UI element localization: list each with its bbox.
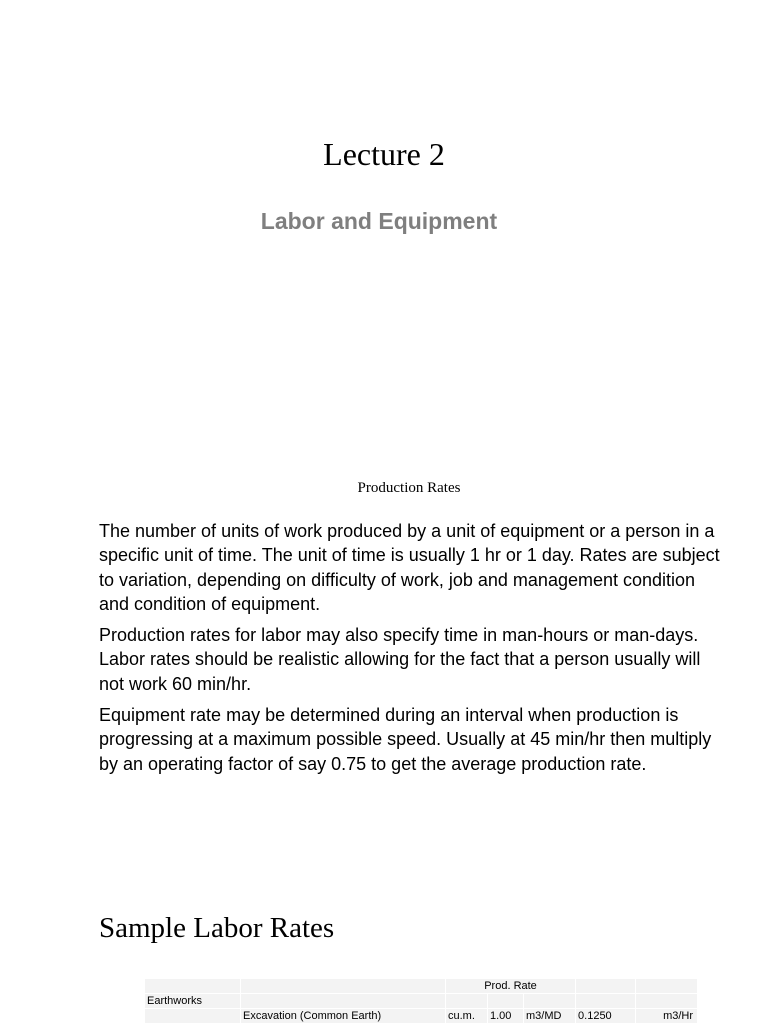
table-cell	[636, 979, 698, 994]
production-rates-heading: Production Rates	[357, 480, 461, 496]
rate1-unit-cell	[524, 994, 576, 1009]
category-cell	[145, 1009, 241, 1024]
rate2-unit-cell: m3/Hr	[636, 1009, 698, 1024]
table-cell	[241, 979, 446, 994]
paragraph-labor-rates: Production rates for labor may also specify time in man-hours or man-days. Labor rates should be realistic allowing for the fact that a person usually will not work 60 min/hr.	[99, 625, 701, 694]
table-header-row	[145, 979, 698, 994]
item-cell	[241, 994, 446, 1009]
production-rates-body	[99, 519, 729, 783]
table-cell	[145, 979, 241, 994]
sample-labor-rates-heading: Sample Labor Rates	[99, 912, 335, 944]
paragraph-definition: The number of units of work produced by a unit of equipment or a person in a specific unit of time. The unit of time is usually 1 hr or 1 day. Rates are subject to variation, depending on difficulty of work, job and management condition and condition of equipment.	[99, 521, 720, 614]
paragraph-equipment-rates: Equipment rate may be determined during an interval when production is progressing at a maximum possible speed. Usually at 45 min/hr then multiply by an operating factor of say 0.75 to get the average production rate.	[99, 705, 712, 774]
lecture-title: Lecture 2	[323, 136, 445, 172]
unit-cell	[446, 994, 488, 1009]
category-cell: Earthworks	[145, 994, 241, 1009]
labor-rates-table	[144, 978, 698, 1024]
table-row	[145, 994, 698, 1009]
prod-rate-header: Prod. Rate	[446, 979, 576, 994]
rate2-cell: 0.1250	[576, 1009, 636, 1024]
rate1-cell	[488, 994, 524, 1009]
item-cell: Excavation (Common Earth)	[241, 1009, 446, 1024]
rate2-unit-cell	[636, 994, 698, 1009]
table-row	[145, 1009, 698, 1024]
rate1-cell: 1.00	[488, 1009, 524, 1024]
rate2-cell	[576, 994, 636, 1009]
rate1-unit-cell: m3/MD	[524, 1009, 576, 1024]
unit-cell: cu.m.	[446, 1009, 488, 1024]
lecture-subtitle: Labor and Equipment	[260, 208, 498, 234]
table-cell	[576, 979, 636, 994]
